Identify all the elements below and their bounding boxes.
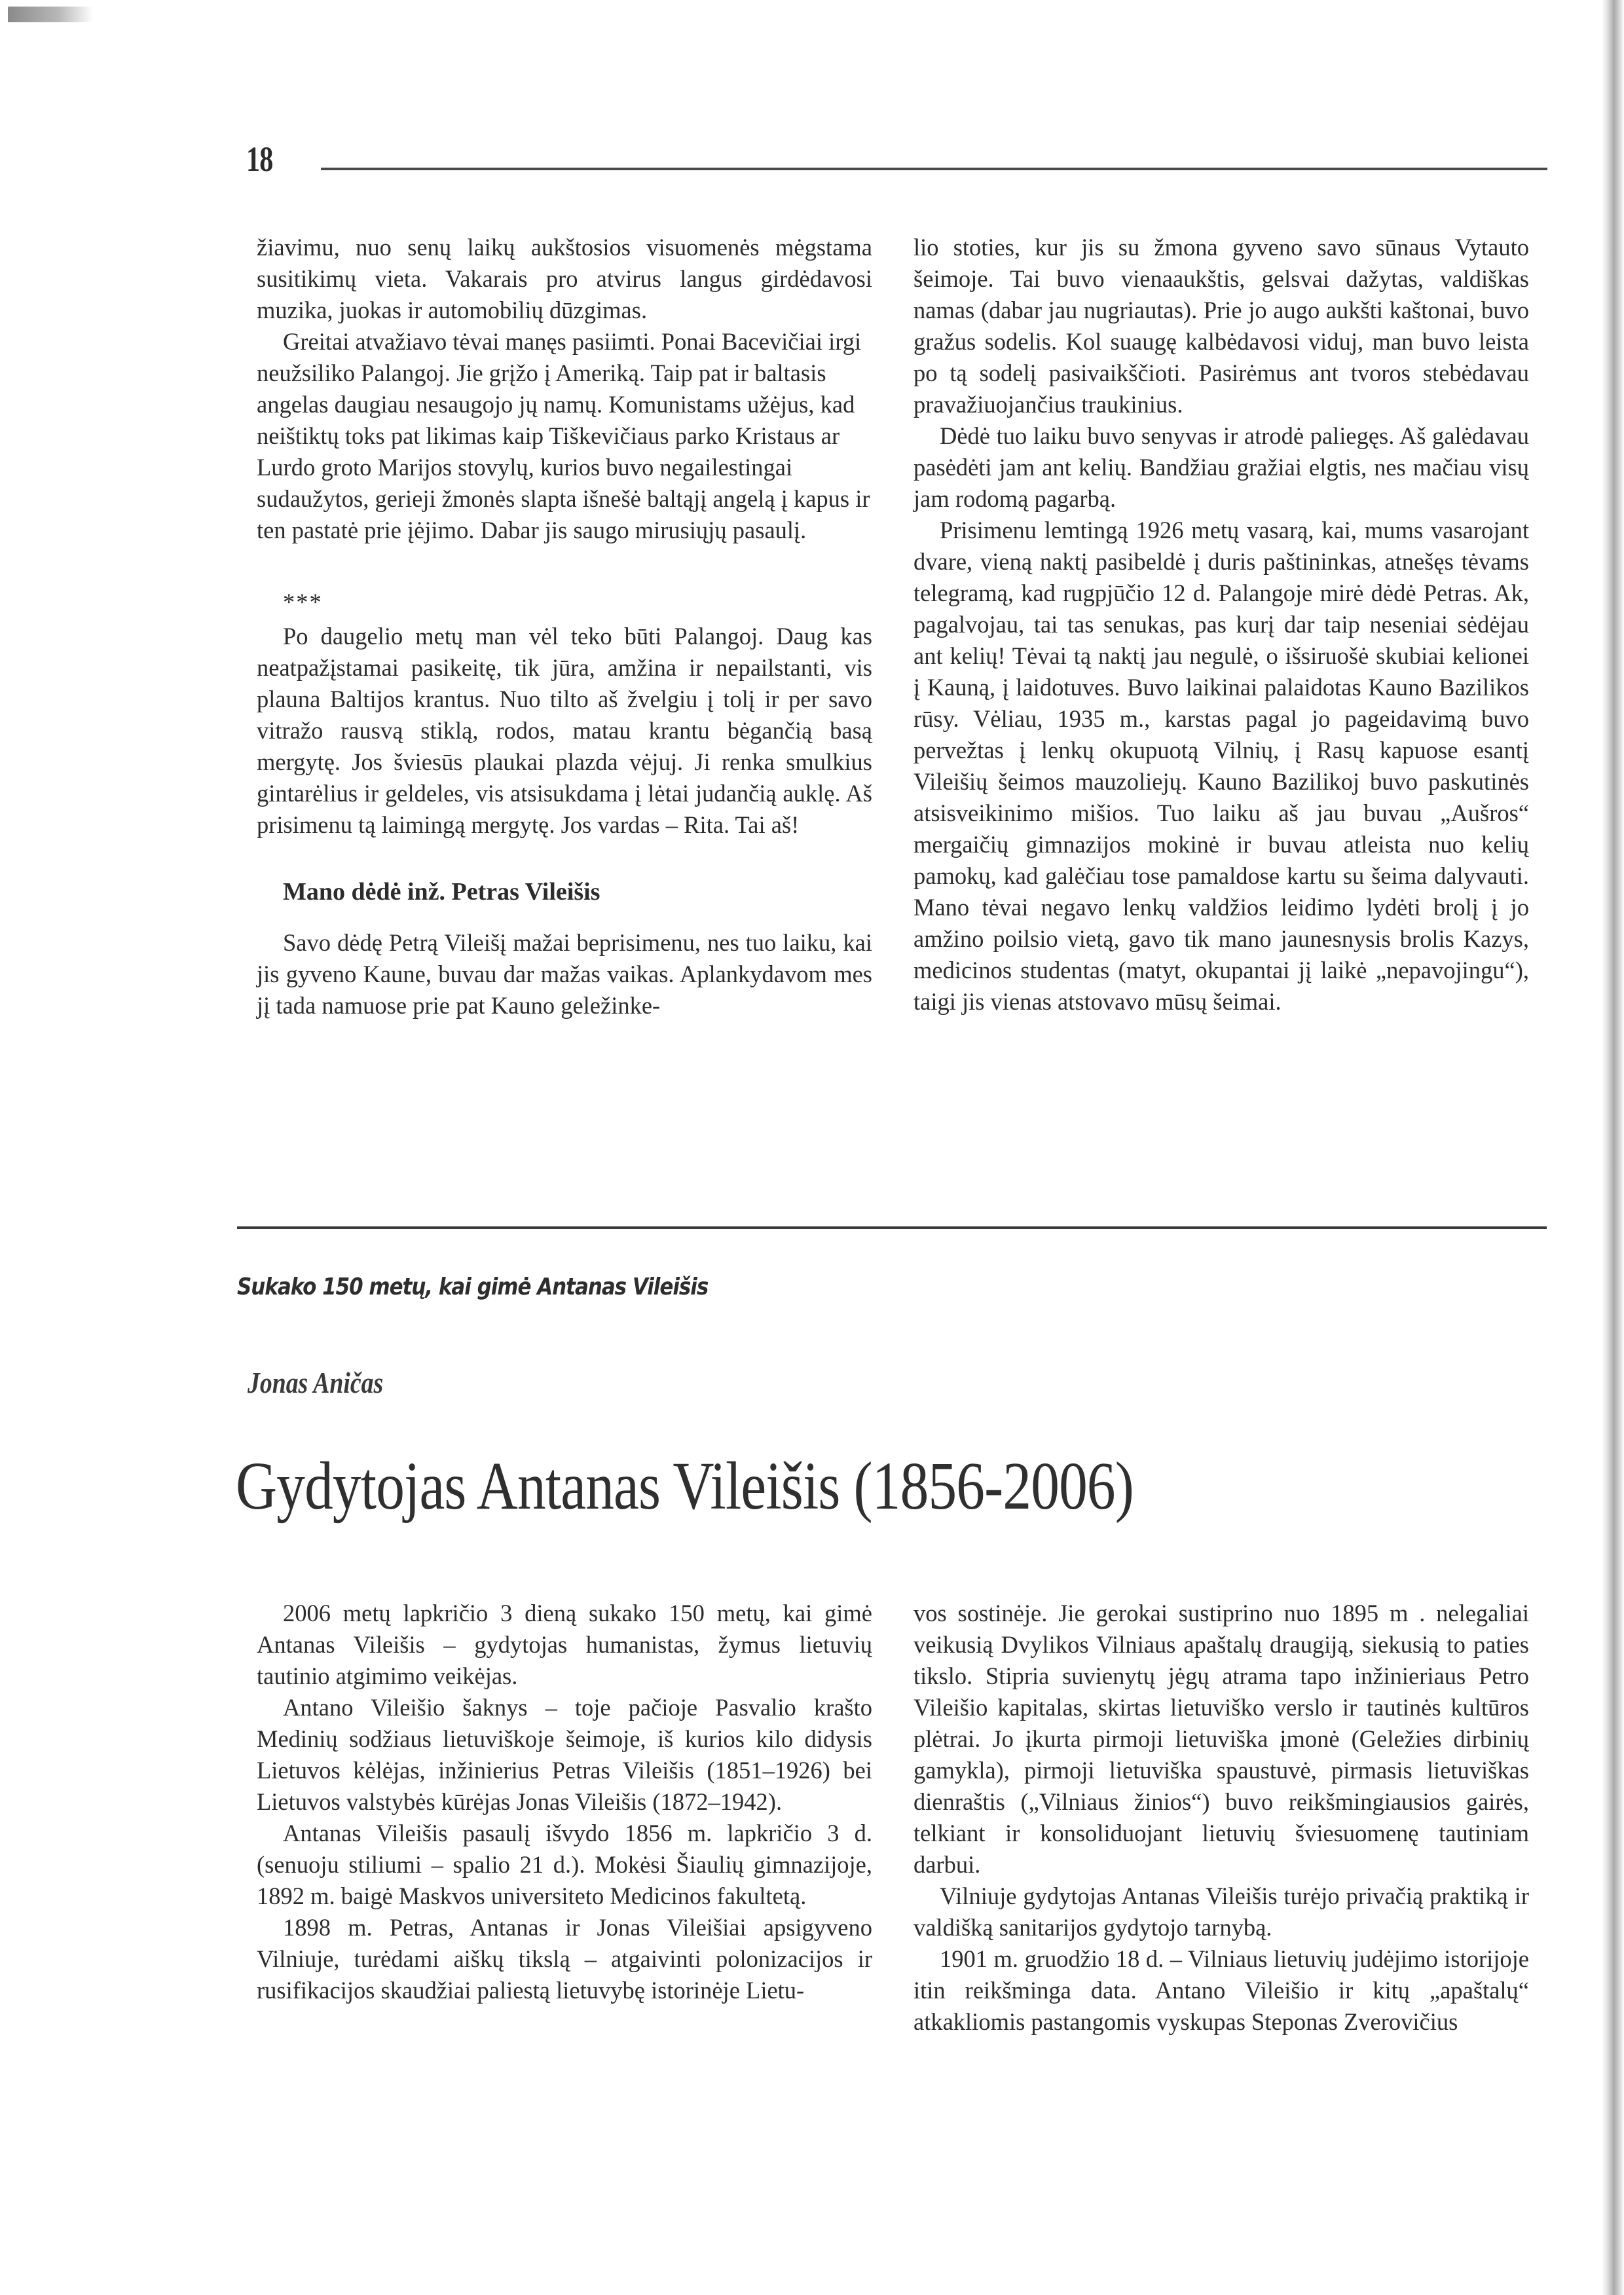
paragraph: 1901 m. gruodžio 18 d. – Vilniaus lietuvių judėjimo istorijoje itin reikšminga data. Antano Vileišio ir kitų „apaštalų“ atkakliomis pastangomis vyskupas Steponas Zverovičius bbox=[913, 1945, 1529, 2035]
previous-article-right-column bbox=[913, 232, 1529, 1018]
previous-article-left-column bbox=[257, 232, 872, 1021]
paragraph: Po daugelio metų man vėl teko būti Palangoj. Daug kas neatpažįstamai pasikeitę, tik jūra, amžina ir nepailstanti, vis plauna Baltijos krantus. Nuo tilto aš žvelgiu į tolį ir per savo vitražo rausvą stiklą, rodos, matau krantu bėgančią basą mergytę. Jos šviesūs plaukai plazda vėjuj. Ji renka smulkius gintarėlius ir geldeles, vis atsisukdama į lėtai judančią auklę. Aš prisimenu tą laimingą mergytę. Jos vardas – Rita. Tai aš! bbox=[257, 623, 872, 838]
paragraph: Dėdė tuo laiku buvo senyvas ir atrodė paliegęs. Aš galėdavau pasėdėti jam ant kelių. Bandžiau gražiai elgtis, nes mačiau visų jam rodomą pagarbą. bbox=[913, 422, 1529, 512]
article-right-column bbox=[913, 1598, 1529, 2038]
article-kicker: Sukako 150 metų, kai gimė Antanas Vileišis bbox=[237, 1274, 709, 1300]
paragraph: Antanas Vileišis pasaulį išvydo 1856 m. lapkričio 3 d. (senuoju stiliumi – spalio 21 d.). Mokėsi Šiaulių gimnazijoje, 1892 m. baigė Maskvos universiteto Medicinos fakultetą. bbox=[257, 1820, 872, 1909]
paragraph: Prisimenu lemtingą 1926 metų vasarą, kai, mums vasarojant dvare, vieną naktį pasibeldė į duris paštininkas, atnešęs tėvams telegramą, kad rugpjūčio 12 d. Palangoje mirė dėdė Petras. Ak, pagalvojau, tai tas senukas, pas kurį dar taip neseniai sėdėjau ant kelių! Tėvai tą naktį jau negulė, o išsiruošė skubiai kelionei į Kauną, į laidotuves. Buvo laikinai palaidotas Kauno Bazilikos rūsy. Vėliau, 1935 m., karstas pagal jo pageidavimą buvo pervežtas į lenkų okupuotą Vilnių, į Rasų kapuose esantį Vileišių šeimos mauzoliejų. Kauno Bazilikoj buvo paskutinės atsisveikinimo mišios. Tuo laiku aš jau buvau „Aušros“ mergaičių gimnazijos mokinė ir buvau atleista nuo kelių pamokų, kad galėčiau tose pamaldose kartu su šeima dalyvauti. Mano tėvai negavo lenkų valdžios leidimo lydėti brolį į jo amžino poilsio vietą, gavo tik mano jaunesnysis brolis Kazys, medicinos studentas (matyt, okupantai jį laikė „nepavojingu“), taigi jis vienas atstovavo mūsų šeimai. bbox=[913, 517, 1529, 1015]
paragraph: Greitai atvažiavo tėvai manęs pasiimti. Ponai Bacevičiai irgi neužsiliko Palangoj. Jie grįžo į Ameriką. Taip pat ir baltasis angelas daugiau nesaugojo jų namų. Komunistams užėjus, kad neištiktų toks pat likimas kaip Tiškevičiaus parko Kristaus ar Lurdo groto Marijos stovylų, kurios buvo negailestingai sudaužytos, gerieji žmonės slapta išnešė baltąjį angelą į kapus ir ten pastatė prie įėjimo. Dabar jis saugo mirusiųjų pasaulį. bbox=[257, 328, 870, 543]
paragraph: Antano Vileišio šaknys – toje pačioje Pasvalio krašto Medinių sodžiaus lietuviškoje šeimoje, iš kurios kilo didysis Lietuvos kėlėjas, inžinierius Petras Vileišis (1851–1926) bei Lietuvos valstybės kūrėjas Jonas Vileišis (1872–1942). bbox=[257, 1694, 872, 1815]
article-title: Gydytojas Antanas Vileišis (1856-2006) bbox=[236, 1448, 1134, 1524]
page-number: 18 bbox=[246, 139, 273, 179]
paragraph: vos sostinėje. Jie gerokai sustiprino nuo 1895 m . nelegaliai veikusią Dvylikos Vilniaus apaštalų draugiją, siekusią to paties tikslo. Stipria suvienytų jėgų atrama tapo inžinieriaus Petro Vileišio kapitalas, skirtas lietuviško verslo ir tautinės kultūros plėtrai. Jo įkurta pirmoji lietuviška įmonė (Geležies dirbinių gamykla), pirmoji lietuviška spaustuvė, pirmasis lietuviškas dienraštis („Vilniaus žinios“) buvo reikšmingiausios gairės, telkiant ir konsoliduojant lietuvių šviesuomenę tautiniam darbui. bbox=[913, 1600, 1529, 1878]
paragraph: 1898 m. Petras, Antanas ir Jonas Vileišiai apsigyveno Vilniuje, turėdami aiškų tikslą – atgaivinti polonizacijos ir rusifikacijos skaudžiai paliestą lietuvybę istorinėje Lietu- bbox=[257, 1914, 872, 2004]
header-rule bbox=[321, 168, 1547, 170]
article-left-column bbox=[257, 1598, 872, 2006]
paragraph: lio stoties, kur jis su žmona gyveno savo sūnaus Vytauto šeimoje. Tai buvo vienaaukštis, gelsvai dažytas, valdiškas namas (dabar jau nugriautas). Prie jo augo aukšti kaštonai, buvo gražus sodelis. Kol suaugę kalbėdavosi viduj, man buvo leista po tą sodelį pasivaikščioti. Pasirėmus ant tvoros stebėdavau pravažiuojančius traukinius. bbox=[913, 234, 1529, 418]
section-rule bbox=[237, 1226, 1547, 1229]
scan-shadow-corner bbox=[8, 7, 93, 22]
subheading: Mano dėdė inž. Petras Vileišis bbox=[283, 878, 600, 906]
scan-shadow-edge bbox=[1602, 0, 1624, 2295]
paragraph: Savo dėdę Petrą Vileišį mažai beprisimenu, nes tuo laiku, kai jis gyveno Kaune, buvau dar mažas vaikas. Aplankydavom mes jį tada namuose prie pat Kauno geležinke- bbox=[257, 929, 872, 1019]
paragraph: žiavimu, nuo senų laikų aukštosios visuomenės mėgstama susitikimų vieta. Vakarais pro atvirus langus girdėdavosi muzika, juokas ir automobilių dūzgimas. bbox=[257, 234, 872, 323]
article-author: Jonas Aničas bbox=[248, 1366, 384, 1399]
paragraph: Vilniuje gydytojas Antanas Vileišis turėjo privačią praktiką ir valdišką sanitarijos gydytojo tarnybą. bbox=[913, 1882, 1529, 1941]
paragraph: 2006 metų lapkričio 3 dieną sukako 150 metų, kai gimė Antanas Vileišis – gydytojas humanistas, žymus lietuvių tautinio atgimimo veikėjas. bbox=[257, 1600, 872, 1689]
section-separator: *** bbox=[283, 589, 323, 615]
